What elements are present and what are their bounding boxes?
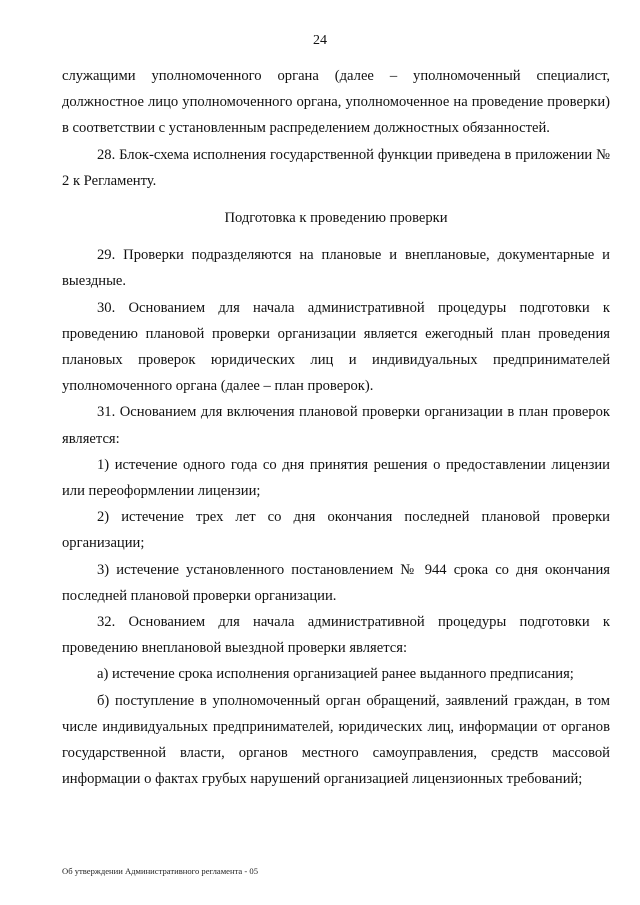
paragraph-30: 30. Основанием для начала административной процедуры подготовки к проведению плановой проверки организации является ежегодный план проведения плановых проверок юридических лиц и индивидуальных предпринимателей уполномоченного органа (далее – план проверок). [62,299,610,395]
list-item-1: 1) истечение одного года со дня принятия решения о предоставлении лицензии или переоформлении лицензии; [62,456,610,500]
section-heading: Подготовка к проведению проверки [224,210,448,227]
paragraph-29: 29. Проверки подразделяются на плановые и внеплановые, документарные и выездные. [62,247,610,290]
list-item-2: 2) истечение трех лет со дня окончания последней плановой проверки организации; [62,509,610,552]
page-number: 24 [313,33,327,48]
list-item-a: а) истечение срока исполнения организацией ранее выданного предписания; [97,666,574,683]
list-item-3: 3) истечение установленного постановлением № 944 срока со дня окончания последней плановой проверки организации. [62,561,610,604]
paragraph-28: 28. Блок-схема исполнения государственной функции приведена в приложении № 2 к Регламенту. [62,146,610,189]
page-footer: Об утверждении Административного регламента - 05 [62,866,258,876]
paragraph-32: 32. Основанием для начала административной процедуры подготовки к проведению внеплановой выездной проверки является: [62,614,610,657]
document-body [62,63,610,792]
paragraph-31: 31. Основанием для включения плановой проверки организации в план проверок является: [62,404,610,447]
list-item-b: б) поступление в уполномоченный орган обращений, заявлений граждан, в том числе индивидуальных предпринимателей, юридических лиц, информации от органов государственной власти, органов местного самоуправления, средств массовой информации о фактах грубых нарушений организацией лицензионных требований; [62,692,610,788]
paragraph-continuation: служащими уполномоченного органа (далее – уполномоченный специалист, должностное лицо уполномоченного органа, уполномоченное на проведение проверки) в соответствии с установленным распределением должностных обязанностей. [62,68,610,137]
